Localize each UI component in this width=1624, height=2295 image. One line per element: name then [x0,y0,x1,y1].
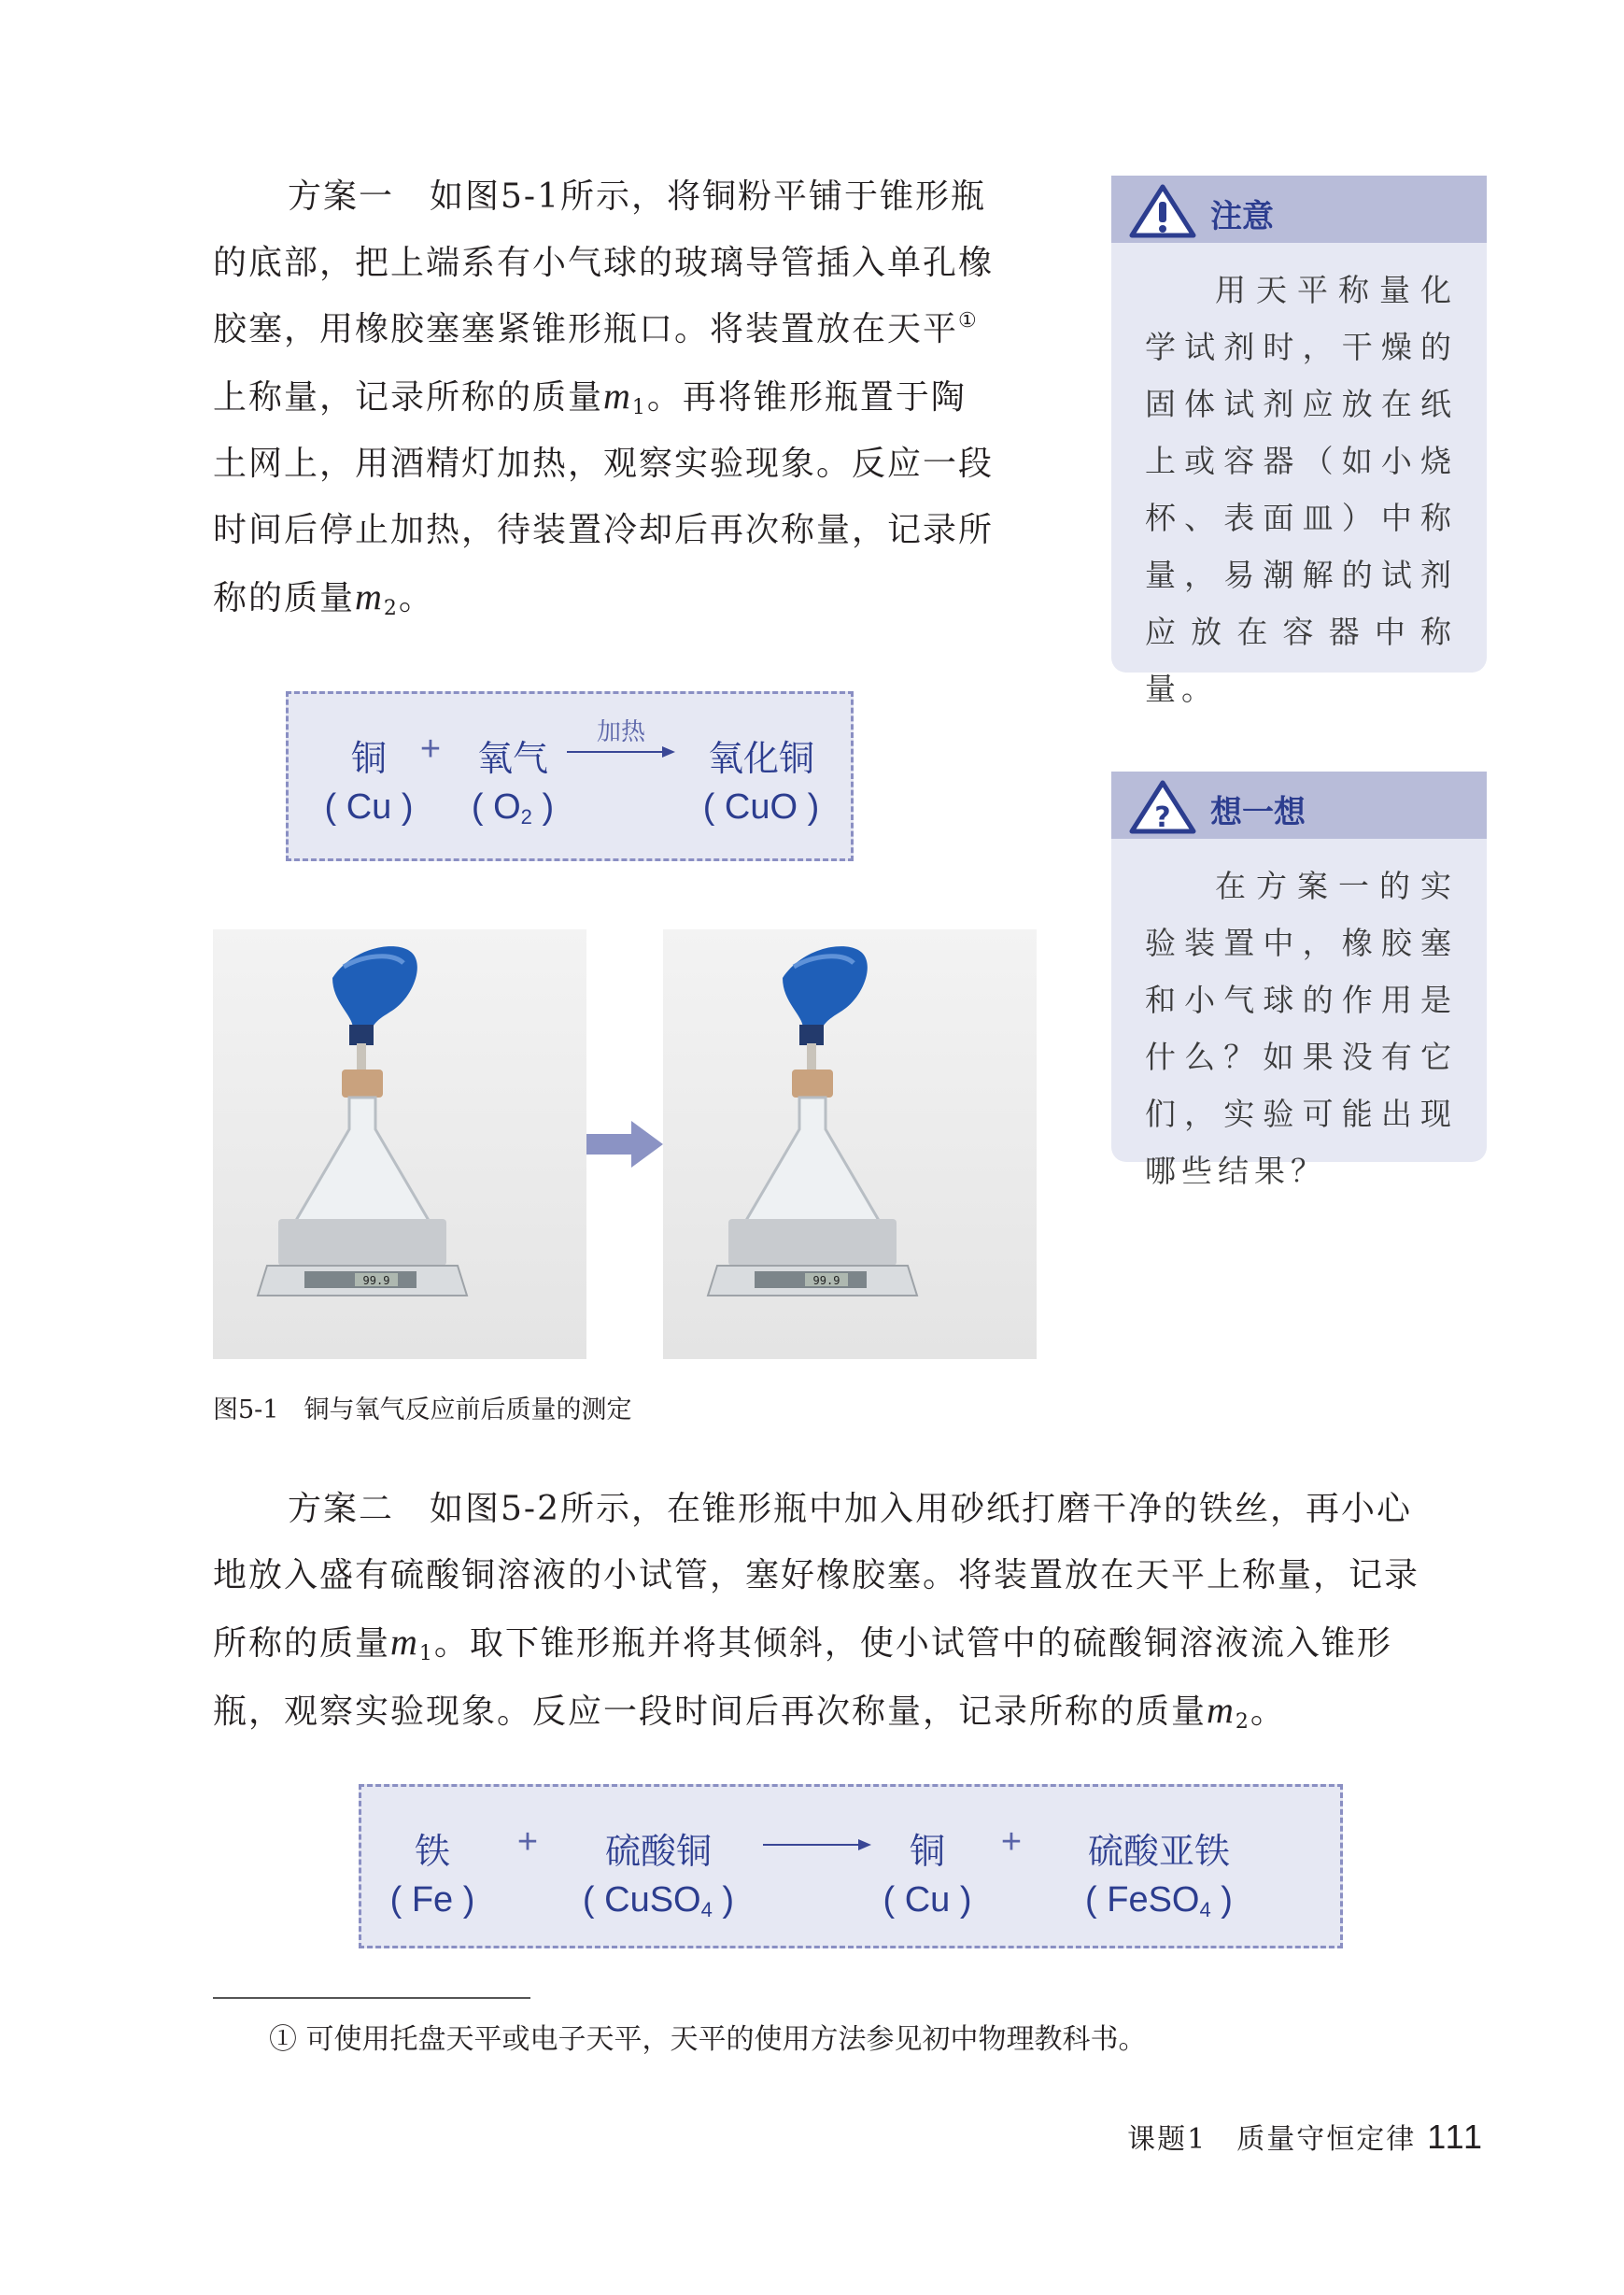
think-box-text: 在方案一的实验装置中，橡胶塞和小气球的作用是什么？如果没有它们，实验可能出现哪些结果？ [1145,868,1457,1189]
right-arrow-icon [586,1117,671,1173]
footnote-divider [213,1997,530,1999]
note-box-header [1111,176,1487,243]
plan1-line-1: 方案一 如图5-1所示，将铜粉平铺于锥形瓶 [288,177,987,216]
reactant-copper-formula: ( Cu ) [324,787,414,827]
plan2-lead: 方案二 [288,1490,395,1528]
note-box-text: 用天平称量化学试剂时，干燥的固体试剂应放在纸上或容器（如小烧杯、表面皿）中称量，易潮解的试剂应放在容器中称量。 [1145,272,1457,707]
plan1-paragraph [213,163,1035,631]
plan1-line-3: 胶塞，用橡胶塞塞紧锥形瓶口。将装置放在天平① [213,309,979,348]
plan2-line-4: 瓶，观察实验现象。反应一段时间后再次称量，记录所称的质量$m_2$。 [213,1689,1286,1734]
reactant-copper-sulfate-formula: ( CuSO$_4$ ) [582,1880,735,1921]
figure-caption-text: 铜与氧气反应前后质量的测定 [304,1395,632,1424]
think-box-title: 想一想 [1210,794,1306,831]
plan2-line-2: 地放入盛有硫酸铜溶液的小试管，塞好橡胶塞。将装置放在天平上称量，记录 [213,1556,1420,1594]
reactant-oxygen-word: 氧气 [476,738,549,779]
reactant-copper-word: 铜 [350,738,388,779]
plan1-line-2: 的底部，把上端系有小气球的玻璃导管插入单孔橡 [213,244,995,282]
reactant-iron-formula: ( Fe ) [389,1880,475,1920]
svg-text:?: ? [1154,801,1171,834]
product-ferrous-sulfate-formula: ( FeSO$_4$ ) [1085,1880,1233,1921]
note-box-title: 注意 [1210,198,1274,235]
plan1-line-5: 土网上，用酒精灯加热，观察实验现象。反应一段 [213,445,995,483]
equation-box-iron-copper-sulfate [359,1784,1343,1948]
photo-before-reaction [213,929,586,1359]
plan1-line-6: 时间后停止加热，待装置冷却后再次称量，记录所 [213,511,995,549]
product-ferrous-sulfate-word: 硫酸亚铁 [1087,1831,1231,1872]
product-copper-oxide-formula: ( CuO ) [702,787,820,827]
note-box [1111,176,1487,707]
think-box-header [1111,772,1487,839]
reactant-copper-sulfate-word: 硫酸铜 [604,1831,713,1872]
footnote-text: 可使用托盘天平或电子天平，天平的使用方法参见初中物理教科书。 [305,2023,1147,2056]
reaction-arrow-icon [565,743,677,761]
figure-caption [213,1389,631,1425]
plus-sign-2: + [1000,1822,1023,1862]
chapter-title: 课题1 质量守恒定律 [1127,2123,1417,2156]
warning-icon [1128,183,1197,239]
product-copper-oxide-word: 氧化铜 [707,738,815,779]
footnote-reference[interactable]: ① [958,309,979,333]
equation-box-copper-oxygen [286,691,854,861]
flask-on-scale-after-image [663,929,1037,1359]
page-number: 111 [1427,2118,1484,2156]
svg-text:99.9: 99.9 [362,1274,390,1287]
product-copper-word: 铜 [909,1831,946,1872]
reactant-oxygen-formula: ( $O_2$ ) [471,787,555,829]
plan2-paragraph [213,1476,1489,1745]
svg-text:99.9: 99.9 [812,1274,840,1287]
reactant-iron-word: 铁 [414,1831,451,1872]
plus-sign-1: + [516,1822,539,1862]
page-footer [1127,2116,1484,2157]
footnote [269,2016,1147,2057]
plan1-line-7: 称的质量$m_2$。 [213,575,434,620]
plan1-lead: 方案一 [288,177,395,216]
product-copper-formula: ( Cu ) [883,1880,972,1920]
photo-after-reaction [663,929,1037,1359]
plan1-line-4: 上称量，记录所称的质量$m_1$。再将锥形瓶置于陶 [213,375,967,419]
reaction-arrow-icon [761,1835,873,1854]
question-icon [1128,779,1197,835]
footnote-mark: ① [269,2023,297,2056]
flask-on-scale-before-image [213,929,586,1359]
figure-number: 图5-1 [213,1395,279,1424]
reaction-condition: 加热 [596,718,646,746]
plus-sign: + [419,730,442,769]
plan2-line-3: 所称的质量$m_1$。取下锥形瓶并将其倾斜，使小试管中的硫酸铜溶液流入锥形 [213,1621,1392,1665]
think-box [1111,772,1487,1189]
plan2-line-1: 方案二 如图5-2所示，在锥形瓶中加入用砂纸打磨干净的铁丝，再小心 [288,1490,1413,1528]
